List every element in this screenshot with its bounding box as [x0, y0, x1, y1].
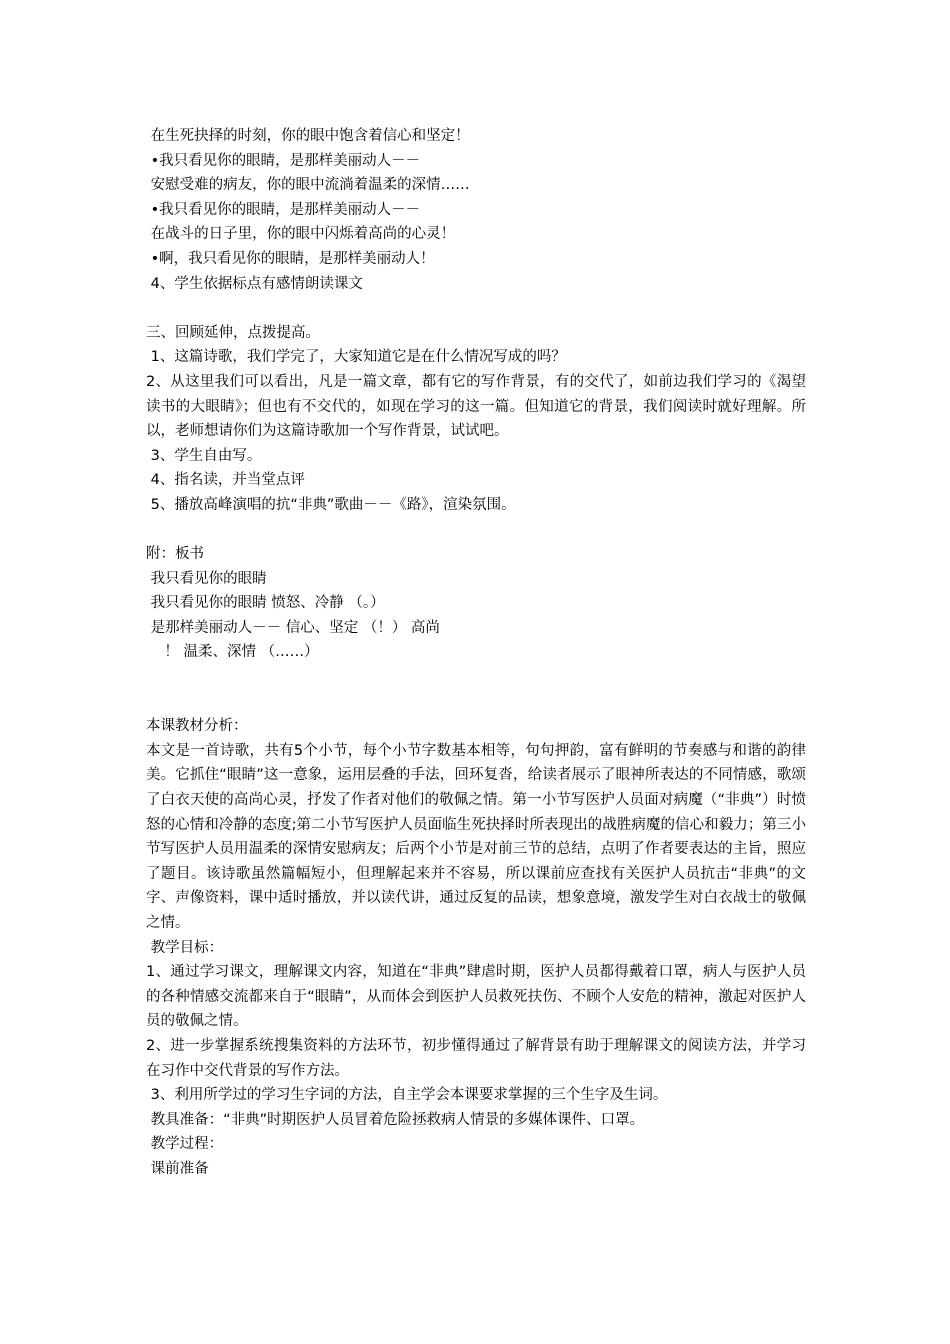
section-3-item-2: 2、从这里我们可以看出，凡是一篇文章，都有它的写作背景，有的交代了，如前边我们学习的《渴望读书的大眼睛》；但也有不交代的，如现在学习的这一篇。但知道它的背景，我们阅读时就好理解。所以，老师想请你们为这篇诗歌加一个写作背景，试试吧。 [146, 373, 806, 440]
goal-1: 1、通过学习课文，理解课文内容，知道在“非典”肆虐时期，医护人员都得戴着口罩，病人与医护人员的各种情感交流都来自于“眼睛”，从而体会到医护人员救死扶伤、不顾个人安危的精神，激起对医护人员的敬佩之情。 [146, 964, 806, 1030]
analysis-body: 本文是一首诗歌，共有5个小节，每个小节字数基本相等，句句押韵，富有鲜明的节奏感与和谐的韵律美。它抓住“眼睛”这一意象，运用层叠的手法，回环复沓，给读者展示了眼神所表达的不同情感，歌颂了白衣天使的高尚心灵，抒发了作者对他们的敬佩之情。第一小节写医护人员面对病魔（“非典”）时愤怒的心情和冷静的态度;第二小节写医护人员面临生死抉择时所表现出的战胜病魔的信心和毅力；第三小节写医护人员用温柔的深情安慰病友；后两个小节是对前三节的总结，点明了作者要表达的主旨，照应了题目。该诗歌虽然篇幅短小，但理解起来并不容易，所以课前应查找有关医护人员抗击“非典”的文字、声像资料，课中适时播放，并以读代讲，通过反复的品读，想象意境，激发学生对白衣战士的敬佩之情。 [146, 742, 806, 931]
spacer [146, 296, 806, 321]
board-line: 我只看见你的眼睛 [146, 570, 267, 587]
spacer [146, 518, 806, 543]
poem-line: •我只看见你的眼睛，是那样美丽动人－－ [146, 201, 421, 218]
goal-2: 2、进一步掌握系统搜集资料的方法环节，初步懂得通过了解背景有助于理解课文的阅读方法，并学习在习作中交代背景的写作方法。 [146, 1037, 806, 1079]
goal-3: 3、利用所学过的学习生字词的方法，自主学会本课要求掌握的三个生字及生词。 [146, 1087, 668, 1104]
document-page [146, 124, 806, 1182]
board-heading: 附：板书 [146, 546, 204, 563]
pre-class-preparation: 课前准备 [146, 1160, 209, 1177]
section-3-item-3: 3、学生自由写。 [146, 447, 262, 464]
board-line: 我只看见你的眼睛 愤怒、冷静 （。） [146, 595, 385, 612]
spacer [146, 665, 806, 714]
section-3-item-4: 4、指名读，并当堂点评 [146, 472, 305, 489]
board-line: 是那样美丽动人－－ 信心、坚定 （！） 高尚 [146, 619, 440, 636]
board-line: ！ 温柔、深情 （……） [146, 644, 319, 661]
teaching-process-heading: 教学过程： [146, 1136, 224, 1153]
section-3-heading: 三、回顾延伸，点拨提高。 [146, 324, 320, 341]
poem-line: 在生死抉择的时刻，你的眼中饱含着信心和坚定！ [146, 128, 470, 144]
poem-line: 安慰受难的病友，你的眼中流淌着温柔的深情…… [146, 177, 470, 194]
section-3-item-5: 5、播放高峰演唱的抗“非典”歌曲－－《路》，渲染氛围。 [146, 496, 516, 513]
poem-line: 在战斗的日子里，你的眼中闪烁着高尚的心灵！ [146, 226, 456, 243]
section-3-item-1: 1、这篇诗歌，我们学完了，大家知道它是在什么情况写成的吗？ [146, 349, 566, 366]
goals-heading: 教学目标： [146, 939, 224, 956]
poem-line: •我只看见你的眼睛，是那样美丽动人－－ [146, 152, 421, 169]
teaching-aids: 教具准备：“非典”时期医护人员冒着危险拯救病人情景的多媒体课件、口罩。 [146, 1111, 645, 1128]
poem-line: •啊，我只看见你的眼睛，是那样美丽动人！ [146, 250, 435, 267]
analysis-heading: 本课教材分析： [146, 718, 248, 735]
step-4-reading: 4、学生依据标点有感情朗读课文 [146, 275, 363, 292]
